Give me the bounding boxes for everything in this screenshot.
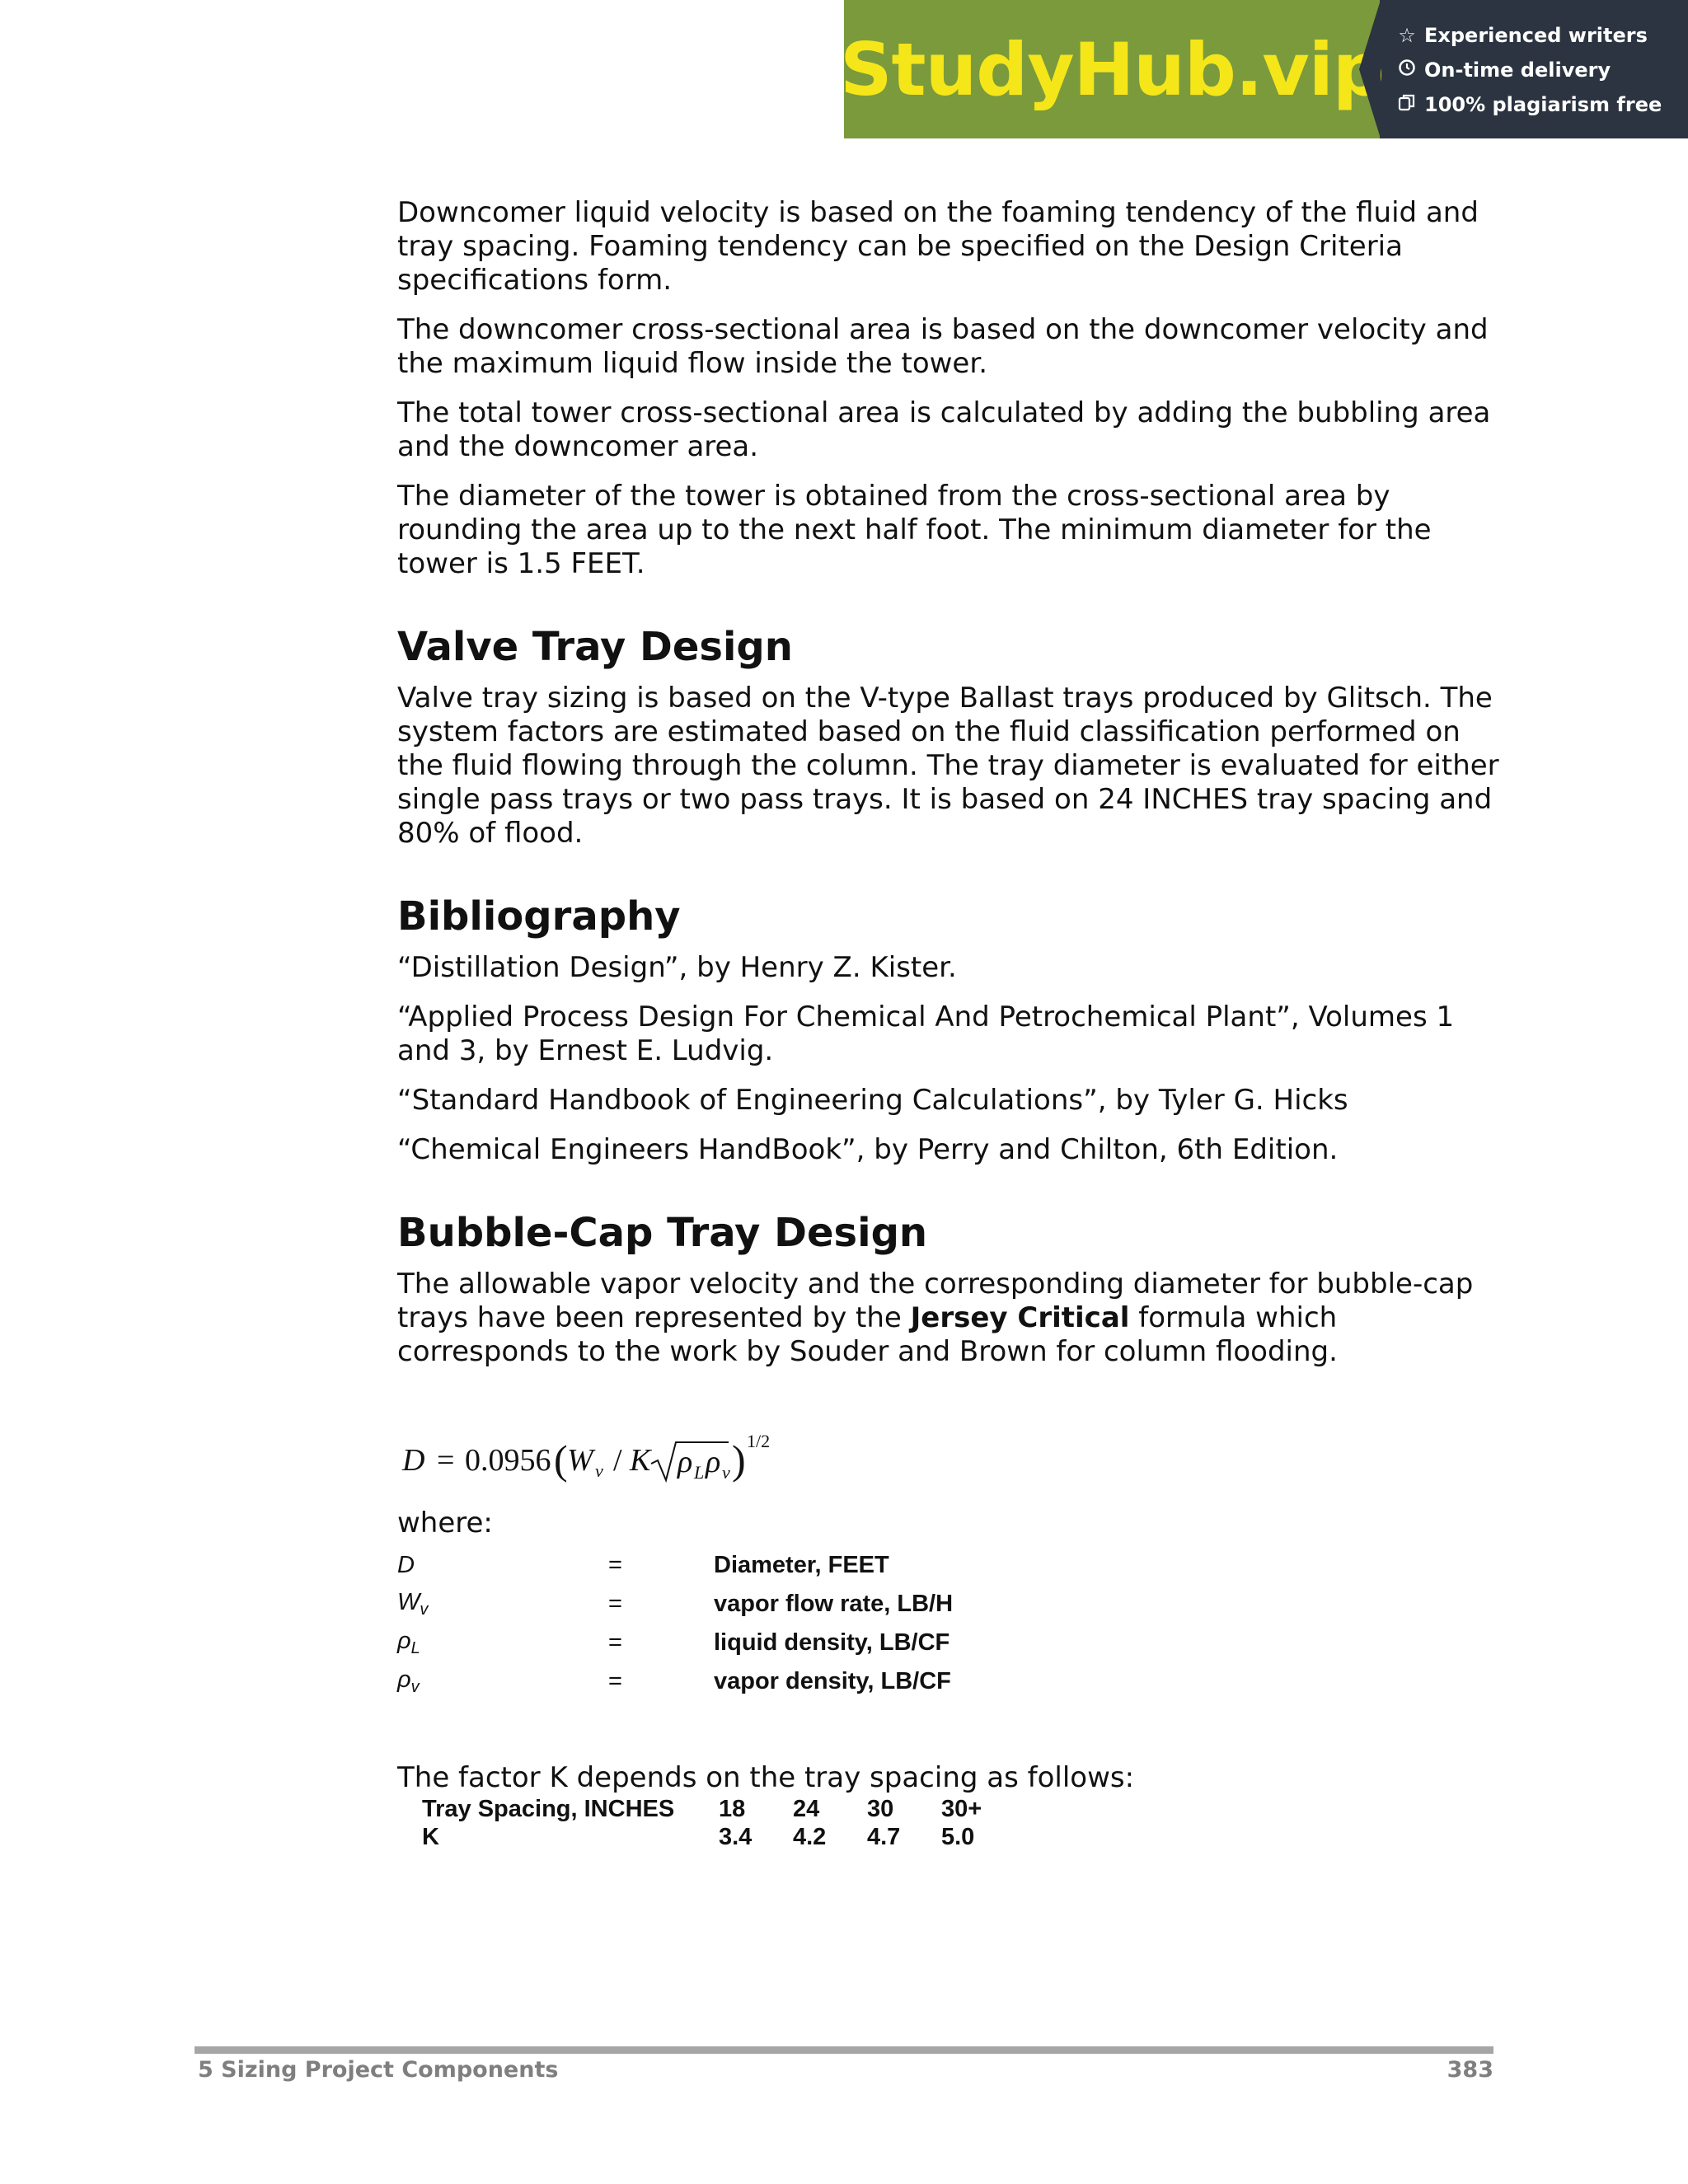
formula-close-paren: ) xyxy=(732,1436,746,1483)
jersey-critical-formula xyxy=(401,1426,829,1492)
variable-equals: = xyxy=(608,1552,622,1578)
document-body xyxy=(397,196,1502,1385)
table-cell: 4.2 xyxy=(793,1823,827,1850)
variable-symbol: $W_v$ xyxy=(397,1589,429,1619)
formula-rho-v: ρ xyxy=(706,1445,721,1479)
formula-rho-l-subscript: L xyxy=(694,1462,705,1483)
bibliography-item: “Applied Process Design For Chemical And Petrochemical Plant”, Volumes 1 and 3, by Ernest E. Ludvig. xyxy=(397,1001,1455,1067)
variable-row xyxy=(397,1585,1024,1624)
formula-rho-l: ρ xyxy=(678,1445,693,1479)
variable-row xyxy=(397,1624,1024,1662)
feature-experienced-writers xyxy=(1396,18,1688,53)
variable-equals: = xyxy=(608,1629,622,1656)
paragraph-text: formula which corresponds to the work by Souder and Brown for column flooding. xyxy=(397,1301,1338,1368)
heading-bibliography: Bibliography xyxy=(397,893,681,940)
formula-rho-v-subscript: v xyxy=(722,1462,730,1483)
logo-text: StudyHub.vip xyxy=(840,26,1384,112)
variable-definition: liquid density, LB/CF xyxy=(714,1629,950,1656)
bibliography-item: “Chemical Engineers HandBook”, by Perry and Chilton, 6th Edition. xyxy=(397,1133,1339,1166)
k-factor-table xyxy=(422,1795,1015,1851)
footer-divider xyxy=(195,2046,1493,2054)
formula-w-subscript: v xyxy=(595,1460,603,1481)
feature-label: Experienced writers xyxy=(1424,24,1648,47)
formula-slash: / xyxy=(613,1443,622,1478)
star-outline-icon: ☆ xyxy=(1398,24,1416,47)
formula-w: W xyxy=(567,1443,593,1478)
table-cell: 24 xyxy=(793,1795,820,1822)
variable-definitions xyxy=(397,1546,1024,1701)
table-cell: 5.0 xyxy=(941,1823,975,1850)
table-row xyxy=(422,1795,1015,1823)
table-row xyxy=(422,1823,1015,1851)
copy-icon xyxy=(1396,93,1418,116)
table-cell: Tray Spacing, INCHES xyxy=(422,1795,675,1822)
formula-open-paren: ( xyxy=(554,1436,568,1483)
formula-d: D xyxy=(402,1443,425,1478)
variable-symbol: D xyxy=(397,1552,415,1578)
formula-equals: = xyxy=(437,1443,455,1478)
feature-label: On-time delivery xyxy=(1424,59,1611,82)
bibliography-item: “Standard Handbook of Engineering Calculations”, by Tyler G. Hicks xyxy=(397,1084,1348,1117)
where-label: where: xyxy=(397,1507,493,1540)
paragraph-downcomer-velocity: Downcomer liquid velocity is based on the foaming tendency of the fluid and tray spacing. Foaming tendency can be specified on the Design Criteria specifications form. xyxy=(397,196,1479,297)
banner-features xyxy=(1380,0,1688,138)
studyhub-logo[interactable] xyxy=(840,0,1384,138)
variable-definition: Diameter, FEET xyxy=(714,1552,889,1578)
feature-on-time-delivery xyxy=(1396,53,1688,87)
footer-section-title: 5 Sizing Project Components xyxy=(198,2057,559,2083)
table-cell: 30 xyxy=(867,1795,894,1822)
paragraph-valve-tray: Valve tray sizing is based on the V-type Ballast trays produced by Glitsch. The system factors are estimated based on the fluid classification performed on the fluid flowing through the column. The tray diameter is evaluated for either single pass trays or two pass trays. It is based on 24 INCHES tray spacing and 80% of flood. xyxy=(397,682,1499,850)
table-cell: 30+ xyxy=(941,1795,982,1822)
k-factor-intro: The factor K depends on the tray spacing as follows: xyxy=(397,1761,1135,1794)
jersey-critical-term: Jersey Critical xyxy=(910,1301,1130,1334)
variable-row xyxy=(397,1546,1024,1585)
table-cell: 4.7 xyxy=(867,1823,901,1850)
paragraph-total-area: The total tower cross-sectional area is calculated by adding the bubbling area and the downcomer area. xyxy=(397,396,1491,463)
variable-row xyxy=(397,1662,1024,1701)
clock-icon xyxy=(1396,59,1418,82)
variable-equals: = xyxy=(608,1668,622,1694)
table-cell: 18 xyxy=(719,1795,746,1822)
formula-k: K xyxy=(630,1443,651,1478)
table-cell: K xyxy=(422,1823,439,1850)
paragraph-diameter: The diameter of the tower is obtained from the cross-sectional area by rounding the area up to the next half foot. The minimum diameter for the tower is 1.5 FEET. xyxy=(397,480,1432,580)
bibliography-item: “Distillation Design”, by Henry Z. Kister. xyxy=(397,951,957,984)
variable-definition: vapor flow rate, LB/H xyxy=(714,1591,954,1617)
paragraph-downcomer-area: The downcomer cross-sectional area is based on the downcomer velocity and the maximum liquid flow inside the tower. xyxy=(397,313,1489,380)
paragraph-text: The allowable vapor velocity and the corresponding diameter for bubble-cap trays have been represented by the xyxy=(397,1268,1474,1334)
table-cell: 3.4 xyxy=(719,1823,753,1850)
footer-page-number: 383 xyxy=(1447,2057,1493,2083)
feature-label: 100% plagiarism free xyxy=(1424,93,1662,116)
feature-plagiarism-free xyxy=(1396,87,1688,122)
variable-definition: vapor density, LB/CF xyxy=(714,1668,951,1694)
formula-exponent: 1/2 xyxy=(747,1431,771,1451)
paragraph-bubble-cap xyxy=(397,1268,1502,1369)
variable-equals: = xyxy=(608,1591,622,1617)
heading-bubble-cap-tray-design: Bubble-Cap Tray Design xyxy=(397,1210,928,1256)
variable-symbol: $\rho_v$ xyxy=(397,1666,420,1696)
formula-coefficient: 0.0956 xyxy=(465,1443,551,1478)
heading-valve-tray-design: Valve Tray Design xyxy=(397,624,793,670)
studyhub-banner[interactable] xyxy=(840,0,1688,138)
variable-symbol: $\rho_L$ xyxy=(397,1628,420,1657)
